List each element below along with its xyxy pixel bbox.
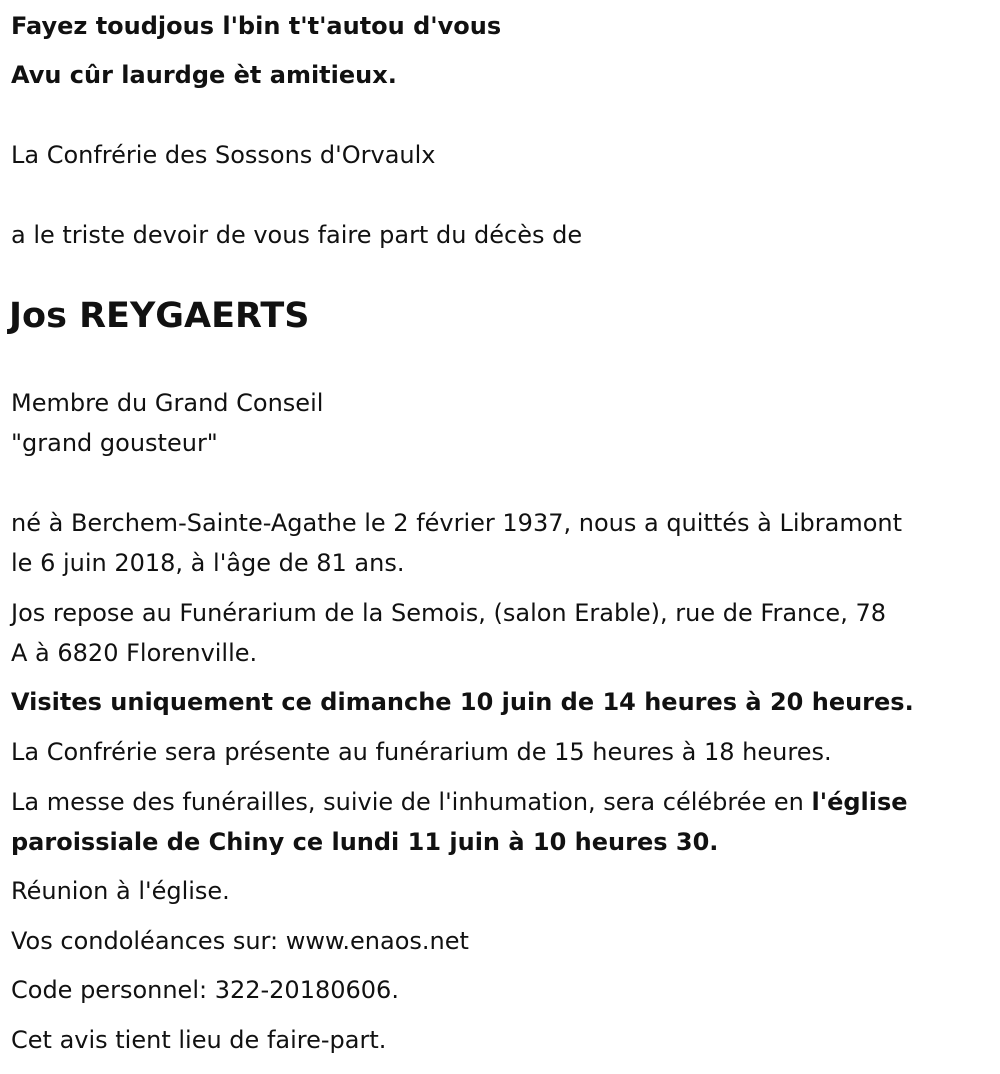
- repose-line-1: Jos repose au Funérarium de la Semois, (salon Erable), rue de France, 78: [11, 599, 886, 627]
- funeral-line-1: [11, 782, 908, 822]
- motto-line-1: Fayez toudjous l'bin t't'autou d'vous: [11, 12, 502, 40]
- funeral-line-2: paroissiale de Chiny ce lundi 11 juin à 10 heures 30.: [11, 828, 719, 856]
- confrerie-presence: La Confrérie sera présente au funérarium de 15 heures à 18 heures.: [11, 738, 832, 766]
- closing-note: Cet avis tient lieu de faire-part.: [11, 1026, 387, 1054]
- birth-death-line-1: né à Berchem-Sainte-Agathe le 2 février 1937, nous a quittés à Libramont: [11, 509, 903, 537]
- sender: La Confrérie des Sossons d'Orvaulx: [11, 141, 436, 169]
- repose-line-2: A à 6820 Florenville.: [11, 639, 258, 667]
- announcement: a le triste devoir de vous faire part du décès de: [11, 221, 583, 249]
- personal-code: Code personnel: 322-20180606.: [11, 976, 399, 1004]
- funeral-line-1-regular: La messe des funérailles, suivie de l'inhumation, sera célébrée en: [11, 788, 812, 816]
- birth-death-line-2: le 6 juin 2018, à l'âge de 81 ans.: [11, 549, 405, 577]
- funeral-church-bold: l'église: [811, 788, 908, 816]
- meeting-info: Réunion à l'église.: [11, 877, 230, 905]
- nickname: "grand gousteur": [11, 429, 218, 457]
- condolences-info: Vos condoléances sur: www.enaos.net: [11, 927, 469, 955]
- motto-line-2: Avu cûr laurdge èt amitieux.: [11, 61, 397, 89]
- deceased-name: Jos REYGAERTS: [9, 296, 310, 336]
- visits-info: Visites uniquement ce dimanche 10 juin de 14 heures à 20 heures.: [11, 688, 914, 716]
- role-title: Membre du Grand Conseil: [11, 389, 324, 417]
